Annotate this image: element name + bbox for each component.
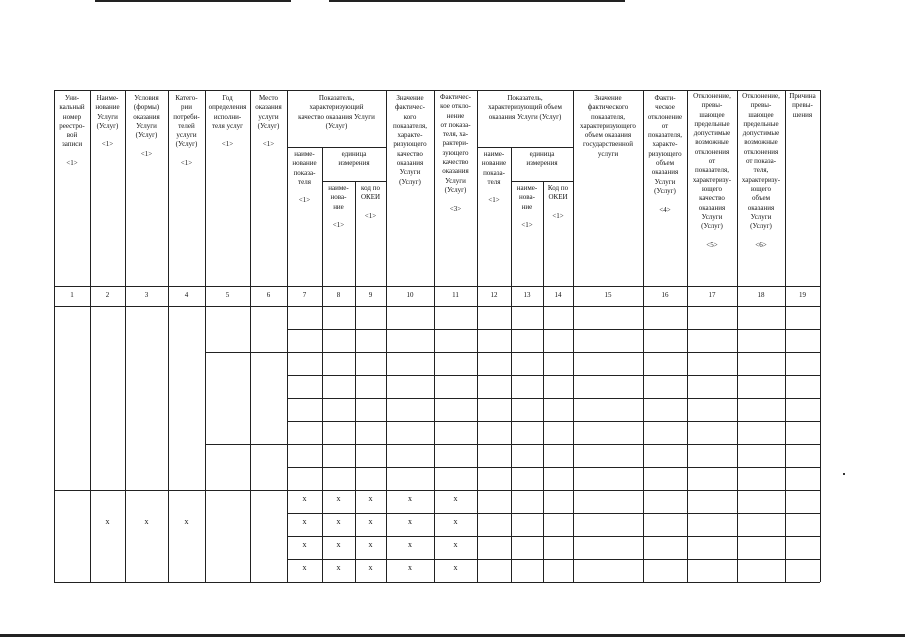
x-mark-row4-col-10: x bbox=[408, 563, 412, 572]
header-service-place: Место оказания услуги (Услуг) <1> bbox=[255, 94, 282, 149]
x-mark-row4-col-11: x bbox=[453, 563, 458, 572]
header-quality-indicator-name: наиме- нование показа- теля <1> bbox=[292, 150, 317, 205]
x-mark-row2-col-8: x bbox=[336, 517, 341, 526]
column-divider-14 bbox=[573, 90, 574, 582]
body-row-line-3 bbox=[287, 398, 820, 399]
header-volume-unit-okei: Код по ОКЕИ <1> bbox=[547, 184, 569, 220]
header-volume-unit-group: единица измерения bbox=[526, 150, 558, 168]
x-mark-row1-col-10: x bbox=[408, 494, 412, 503]
body-row-line-10 bbox=[287, 559, 820, 560]
column-divider-4 bbox=[205, 90, 206, 582]
header-registry-number: Уни- кальный номер реестро- вой записи <1> bbox=[59, 94, 85, 168]
header-service-conditions: Условия (формы) оказания Услуги (Услуг) <1> bbox=[133, 94, 160, 158]
body-row-line-5 bbox=[287, 444, 820, 445]
body-block-line-b-0 bbox=[205, 352, 287, 353]
header-volume-unit-name: наиме- нова- ние <1> bbox=[516, 184, 538, 230]
x-mark-row3-col-7: x bbox=[302, 540, 307, 549]
column-number-17: 17 bbox=[708, 291, 716, 299]
body-row-line-4 bbox=[287, 421, 820, 422]
column-number-16: 16 bbox=[661, 291, 669, 299]
speck-mark bbox=[843, 473, 845, 475]
table-bottom-border bbox=[54, 582, 820, 583]
x-mark-row2-col-11: x bbox=[453, 517, 458, 526]
body-block-line-b-1 bbox=[205, 444, 287, 445]
x-mark-row2-col-9: x bbox=[368, 517, 373, 526]
column-number-19: 19 bbox=[799, 291, 806, 299]
column-number-8: 8 bbox=[336, 291, 341, 299]
header-excess-reason: Причина превы- шения bbox=[789, 92, 816, 119]
x-mark-row3-col-9: x bbox=[368, 540, 373, 549]
volume-group-divider bbox=[477, 147, 573, 148]
x-mark-col-2: x bbox=[105, 517, 110, 526]
header-volume-excess-deviation: Отклонение, превы- шающее предельные допустимые возможные отклонения от показа- теля, характеризу- ющего объем оказания Услуги (Услуг) <6> bbox=[741, 92, 781, 249]
header-volume-actual-deviation: Факти- ческое отклонение от показателя, характе- ризующего объем оказания Услуги (Услуг) <4> bbox=[647, 94, 683, 214]
column-number-3: 3 bbox=[144, 291, 149, 299]
x-mark-row4-col-9: x bbox=[368, 563, 373, 572]
column-divider-1 bbox=[90, 90, 91, 582]
x-mark-row4-col-8: x bbox=[336, 563, 341, 572]
header-quality-indicator-group: Показатель, характеризующий качество оказания Услуги (Услуг) bbox=[298, 94, 375, 130]
x-mark-row3-col-8: x bbox=[336, 540, 341, 549]
column-divider-18 bbox=[785, 90, 786, 582]
column-number-10: 10 bbox=[406, 291, 414, 299]
header-quality-excess-deviation: Отклонение, превы- шающее предельные допустимые возможные отклонения от показателя, характеризу- ющего качество оказания Услуги (Услуг) <5> bbox=[692, 92, 732, 249]
quality-group-divider bbox=[287, 147, 386, 148]
x-mark-row2-col-7: x bbox=[302, 517, 307, 526]
header-consumer-categories: Катего- рии потреби- телей услуги (Услуг) <1> bbox=[173, 94, 200, 168]
header-quality-unit-okei: код по ОКЕИ <1> bbox=[360, 184, 381, 220]
x-mark-row4-col-7: x bbox=[302, 563, 307, 572]
x-mark-row1-col-11: x bbox=[453, 494, 458, 503]
header-quality-actual-deviation: Фактичес- кое откло- нение от показа- теля, ха- рактери- зующего качество оказания Услуги (Услуг) <3> bbox=[440, 93, 471, 213]
body-row-line-0 bbox=[287, 329, 820, 330]
column-number-13: 13 bbox=[523, 291, 531, 299]
column-number-12: 12 bbox=[490, 291, 498, 299]
header-quality-unit-name: наиме- нова- ние <1> bbox=[328, 184, 349, 230]
header-quality-unit-group: единица измерения bbox=[338, 150, 370, 168]
column-number-14: 14 bbox=[554, 291, 562, 299]
column-number-7: 7 bbox=[302, 291, 307, 299]
body-row-line-1 bbox=[287, 352, 820, 353]
column-divider-5 bbox=[250, 90, 251, 582]
column-divider-2 bbox=[125, 90, 126, 582]
column-number-11: 11 bbox=[452, 291, 459, 299]
body-row-line-6 bbox=[287, 467, 820, 468]
column-number-2: 2 bbox=[105, 291, 110, 299]
x-mark-row1-col-7: x bbox=[302, 494, 307, 503]
top-rule-right bbox=[329, 0, 625, 2]
quality-unit-divider bbox=[322, 181, 386, 182]
column-number-18: 18 bbox=[757, 291, 765, 299]
column-number-1: 1 bbox=[70, 291, 74, 299]
header-volume-actual-value: Значение фактического показателя, характеризующего объем оказания государственной услуги bbox=[580, 94, 636, 158]
body-block-line-a bbox=[54, 490, 205, 491]
x-mark-row3-col-10: x bbox=[408, 540, 412, 549]
column-number-15: 15 bbox=[604, 291, 612, 299]
x-mark-row3-col-11: x bbox=[453, 540, 458, 549]
body-row-line-7 bbox=[287, 490, 820, 491]
header-volume-indicator-name: наиме- нование показа- теля <1> bbox=[481, 150, 507, 205]
body-row-line-2 bbox=[287, 375, 820, 376]
x-mark-row2-col-10: x bbox=[408, 517, 412, 526]
header-quality-actual-value: Значение фактичес- кого показателя, характе- ризующего качество оказания Услуги (Услуг) bbox=[393, 94, 427, 186]
column-divider-8 bbox=[355, 181, 356, 582]
body-row-line-8 bbox=[287, 513, 820, 514]
top-rule-left bbox=[95, 0, 291, 2]
body-row-line-9 bbox=[287, 536, 820, 537]
header-volume-indicator-group: Показатель, характеризующий объем оказания Услуги (Услуг) bbox=[488, 94, 562, 121]
column-number-4: 4 bbox=[184, 291, 189, 299]
header-year-contractor: Год определения исполни- теля услуг <1> bbox=[208, 94, 247, 149]
column-number-6: 6 bbox=[266, 291, 271, 299]
x-mark-col-4: x bbox=[184, 517, 189, 526]
x-mark-row1-col-8: x bbox=[336, 494, 341, 503]
header-service-name: Наиме- нование Услуги (Услуг) <1> bbox=[95, 94, 120, 149]
x-mark-row1-col-9: x bbox=[368, 494, 373, 503]
bottom-rule bbox=[0, 634, 905, 637]
column-divider-13 bbox=[543, 181, 544, 582]
column-number-9: 9 bbox=[368, 291, 373, 299]
volume-unit-divider bbox=[511, 181, 573, 182]
body-block-line-b-2 bbox=[205, 490, 287, 491]
column-number-5: 5 bbox=[225, 291, 230, 299]
table-right-border bbox=[820, 90, 821, 582]
x-mark-col-3: x bbox=[144, 517, 149, 526]
